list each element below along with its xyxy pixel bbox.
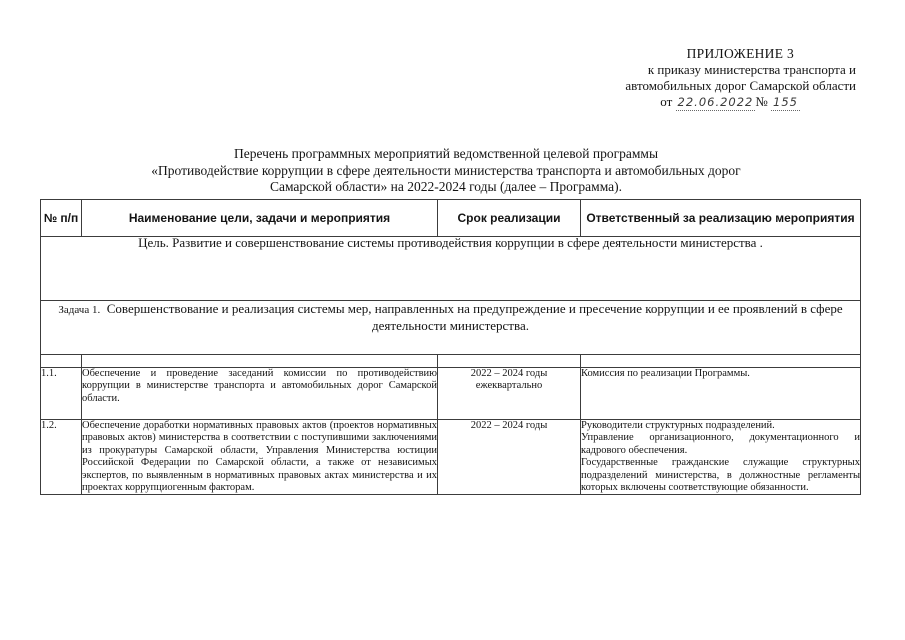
row-responsible [581,368,861,420]
spacer-cell [82,355,438,368]
task-cell [41,301,861,355]
document-title [96,146,796,196]
table-row [41,420,861,495]
row-activity: Обеспечение и проведение заседаний комиссии по противодействию коррупции в министерстве транспорта и автомобильных дорог Самарской области. [82,368,438,420]
table-header-row [41,200,861,237]
appendix-header [520,46,860,111]
number-prefix: № [755,94,768,109]
order-number: 155 [773,95,798,109]
col-header-num: № п/п [41,200,82,237]
col-header-responsible: Ответственный за реализацию мероприятия [581,200,861,237]
row-number: 1.2. [41,420,82,495]
table-row [41,368,861,420]
row-term: 2022 – 2024 годы [438,420,581,495]
row-activity: Обеспечение доработки нормативных правовых актов (проектов нормативных правовых актов) министерства в соответствии с поступившими заключениями из прокуратуры Самарской области, Управления Министерства юстиции Российской Федерации по Самарской области, а также от независимых экспертов, по выявленным в нормативных правовых актах министерства и их проектах коррупциогенным факторам. [82,420,437,494]
responsible-line: Комиссия по реализации Программы. [581,368,750,379]
row-term: 2022 – 2024 годы ежеквартально [438,368,581,420]
title-line-3: Самарской области» на 2022-2024 годы (далее – Программа). [269,179,623,194]
order-date: 22.06.2022 [677,95,754,109]
order-line-2: автомобильных дорог Самарской области [625,78,856,93]
spacer-cell [438,355,581,368]
appendix-title: ПРИЛОЖЕНИЕ 3 [686,46,794,61]
task-row [41,301,861,355]
program-table [40,199,861,495]
goal-text: Цель. Развитие и совершенствование системы противодействия коррупции в сфере деятельности министерства . [41,237,861,301]
responsible-line: Управление организационного, документационного и кадрового обеспечения. [581,432,860,456]
date-prefix: от [660,94,673,109]
spacer-cell [41,355,82,368]
order-date-number [520,94,860,111]
spacer-cell [581,355,861,368]
responsible-line: Государственные гражданские служащие структурных подразделений министерства, в должностные регламенты которых включены соответствующие обязанности. [581,457,860,494]
spacer-row [41,355,861,368]
goal-row [41,237,861,301]
row-number: 1.1. [41,368,82,420]
responsible-line: Руководители структурных подразделений. [581,420,775,431]
row-responsible [581,420,861,495]
task-label: Задача 1. [58,304,101,316]
title-line-1: Перечень программных мероприятий ведомственной целевой программы [233,146,659,161]
task-text: Совершенствование и реализация системы мер, направленных на предупреждение и пресечение коррупции и ее проявлений в сфере деятельности министерства. [106,301,843,333]
order-line-1: к приказу министерства транспорта и [647,62,856,77]
col-header-name: Наименование цели, задачи и мероприятия [82,200,438,237]
title-line-2: «Противодействие коррупции в сфере деятельности министерства транспорта и автомобильных дорог [151,162,741,178]
col-header-term: Срок реализации [438,200,581,237]
